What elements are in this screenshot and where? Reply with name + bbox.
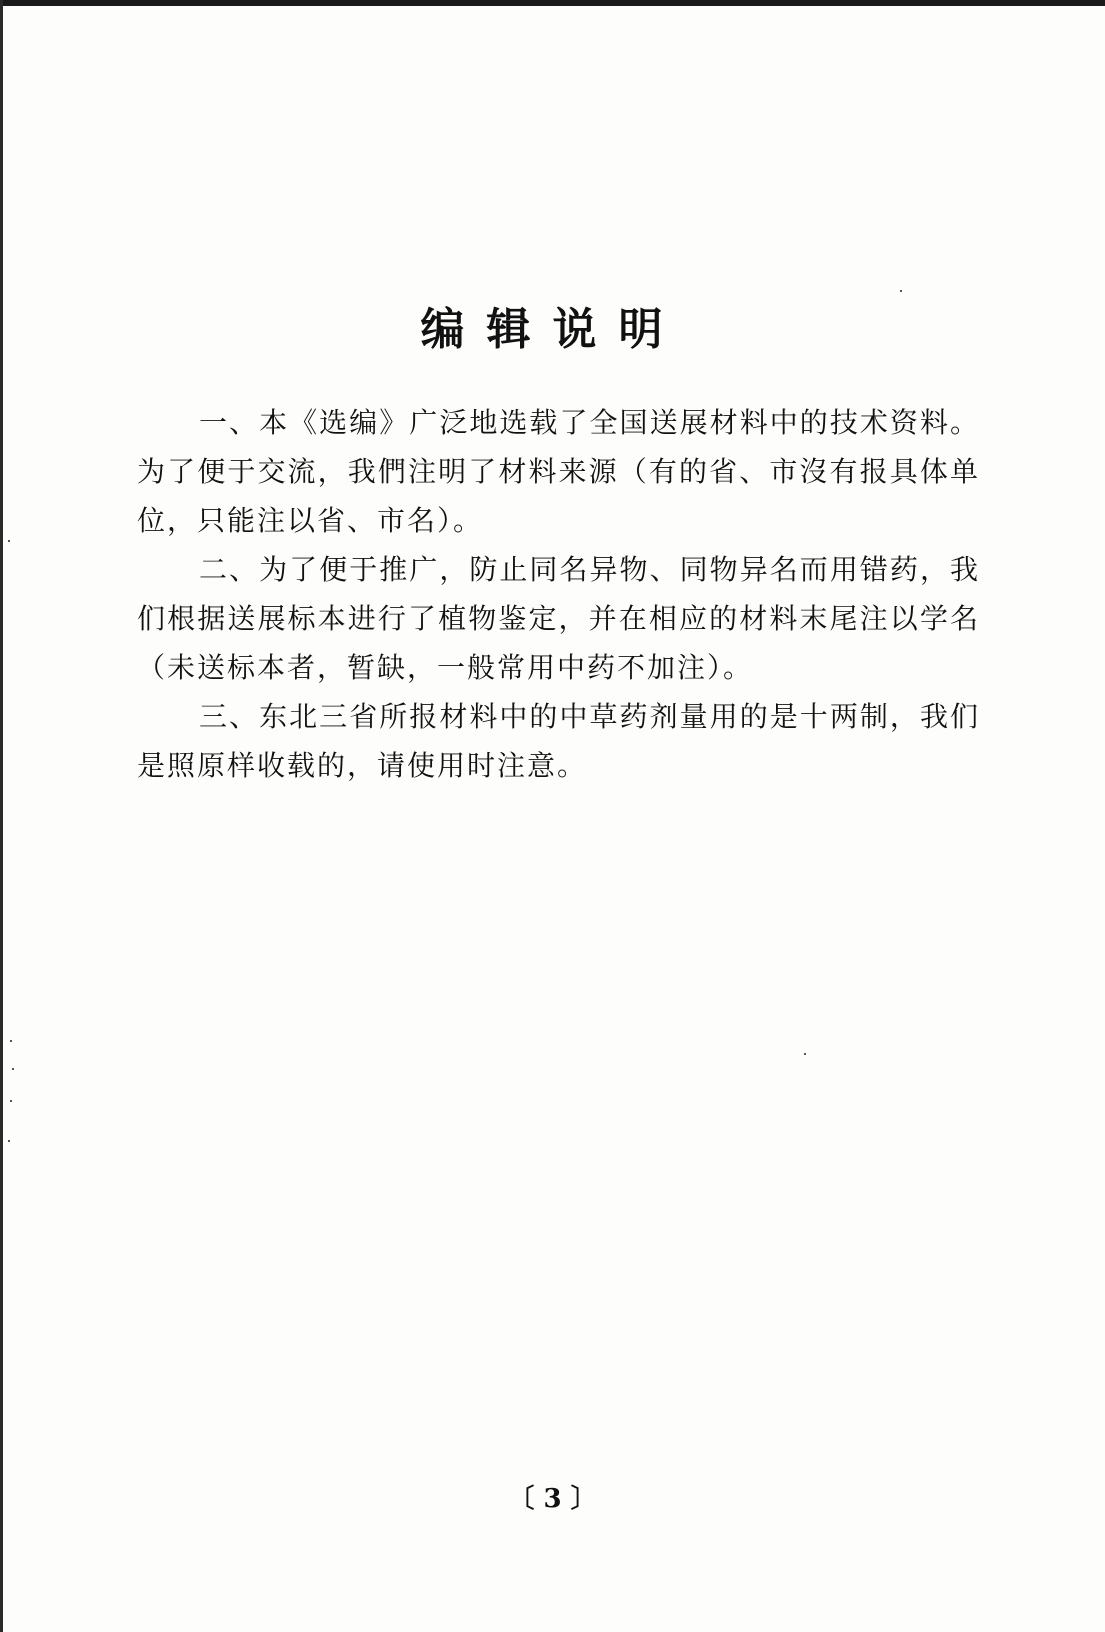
scan-speck: [8, 1140, 10, 1142]
scan-border-top: [0, 0, 1105, 6]
paragraph-2: 二、为了便于推广，防止同名异物、同物异名而用错药，我们根据送展标本进行了植物鉴定，并在相应的材料末尾注以学名（未送标本者，暂缺，一般常用中药不加注）。: [137, 553, 980, 684]
scan-speck: [8, 540, 10, 542]
scan-speck: [10, 1100, 12, 1102]
page-number: 〔 3 〕: [508, 1484, 597, 1514]
body-text: [137, 398, 980, 790]
paragraph-3: 三、东北三省所报材料中的中草药剂量用的是十两制，我们是照原样收载的，请使用时注意。: [137, 700, 980, 782]
scan-speck: [10, 1040, 12, 1042]
scan-border-left: [0, 0, 3, 1632]
scan-speck: [804, 1053, 806, 1055]
scan-speck: [12, 1068, 14, 1070]
paragraph-1: 一、本《选编》广泛地选载了全国送展材料中的技术资料。为了便于交流，我們注明了材料来源（有的省、市沒有报具体单位，只能注以省、市名）。: [137, 406, 980, 537]
scan-speck: [900, 290, 902, 292]
page-title: 编辑说明: [420, 304, 685, 355]
